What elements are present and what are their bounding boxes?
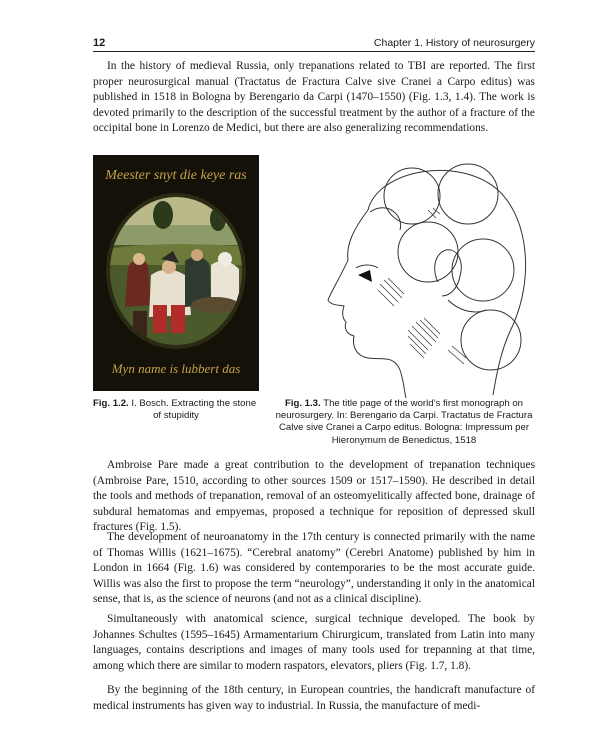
header-rule	[93, 51, 535, 52]
paragraph-thomas-willis: The development of neuroanatomy in the 17th century is connected primarily with the name of Thomas Willis (1621–1675). “Cerebral anatomy” (Cerebri Anatome) published by him in London in 1664 (Fig. 1.6) was considered by contemporaries to be the most accurate guide. Willis was also the first to propose the term “neurology”, understanding it only in the anatomical sense, that is, as the science of neurons (and not as a clinical discipline).	[93, 531, 535, 606]
figure-1-3-label: Fig. 1.3.	[284, 398, 321, 409]
chapter-title: Chapter 1. History of neurosurgery	[373, 37, 535, 49]
figure-1-2-label: Fig. 1.2.	[93, 398, 129, 409]
figure-1-3-caption-text: The title page of the world’s first monograph on neurosurgery. In: Berengario da Carpi. Tractatus de Fractura Calve sive Cranei a Carpo editus. Bologna: Impressum per Hieronymum de Benedictus, 1518	[275, 398, 533, 446]
head-outline-drawing	[308, 150, 536, 400]
figure-1-2-caption-line-2: of stupidity	[153, 410, 199, 422]
bosch-painting-image	[93, 155, 259, 391]
paragraph-trepanation-history: In the history of medieval Russia, only trepanations related to TBI are reported. The first proper neurosurgical manual (Tractatus de Fractura Calve sive Cranei a Carpo editus) was published in 1518 in Bologna by Berengario da Carpi (1470–1550) (Fig. 1.3, 1.4). The work is devoted primarily to the description of the successful treatment by the author of a fracture of the occipital bone in Lorenzo de Medici, but there are also generalizing recommendations.	[93, 60, 535, 135]
bosch-painting	[93, 155, 259, 391]
running-header	[93, 37, 535, 53]
paragraph-johannes-schultes: Simultaneously with anatomical science, surgical technique developed. The book by Johannes Schultes (1595–1645) Armamentarium Chirurgicum, translated from Latin into many languages, contains descriptions and images of many tools used for trepanning at that time, among which there are similar to modern raspators, elevators, pliers (Fig. 1.7, 1.8).	[93, 613, 535, 672]
paragraph-ambroise-pare: Ambroise Pare made a great contribution to the development of trepanation techniques (Ambroise Pare, 1510, according to other sources 1509 or 1517–1590). He described in detail the tools and methods of trepanation, removal of an osteomyelitically affected bone, drainage of subdural hematomas and empyemas, proposed a technique for reposition of depressed skull fractures (Fig. 1.5).	[93, 459, 535, 534]
page-number: 12	[93, 37, 106, 49]
painting-inscription-top: Meester snyt die keye ras	[105, 168, 247, 183]
painting-inscription-bottom: Myn name is lubbert das	[111, 361, 241, 376]
skull-trepanation-diagram	[308, 150, 536, 400]
figure-1-3-caption	[275, 398, 533, 447]
figure-1-2-caption-line-1: I. Bosch. Extracting the stone	[131, 398, 257, 409]
paragraph-18th-century-instruments: By the beginning of the 18th century, in European countries, the handicraft manufacture of medical instruments has given way to industrial. In Russia, the manufacture of medi-	[93, 684, 535, 712]
figure-1-2-caption	[93, 398, 259, 422]
